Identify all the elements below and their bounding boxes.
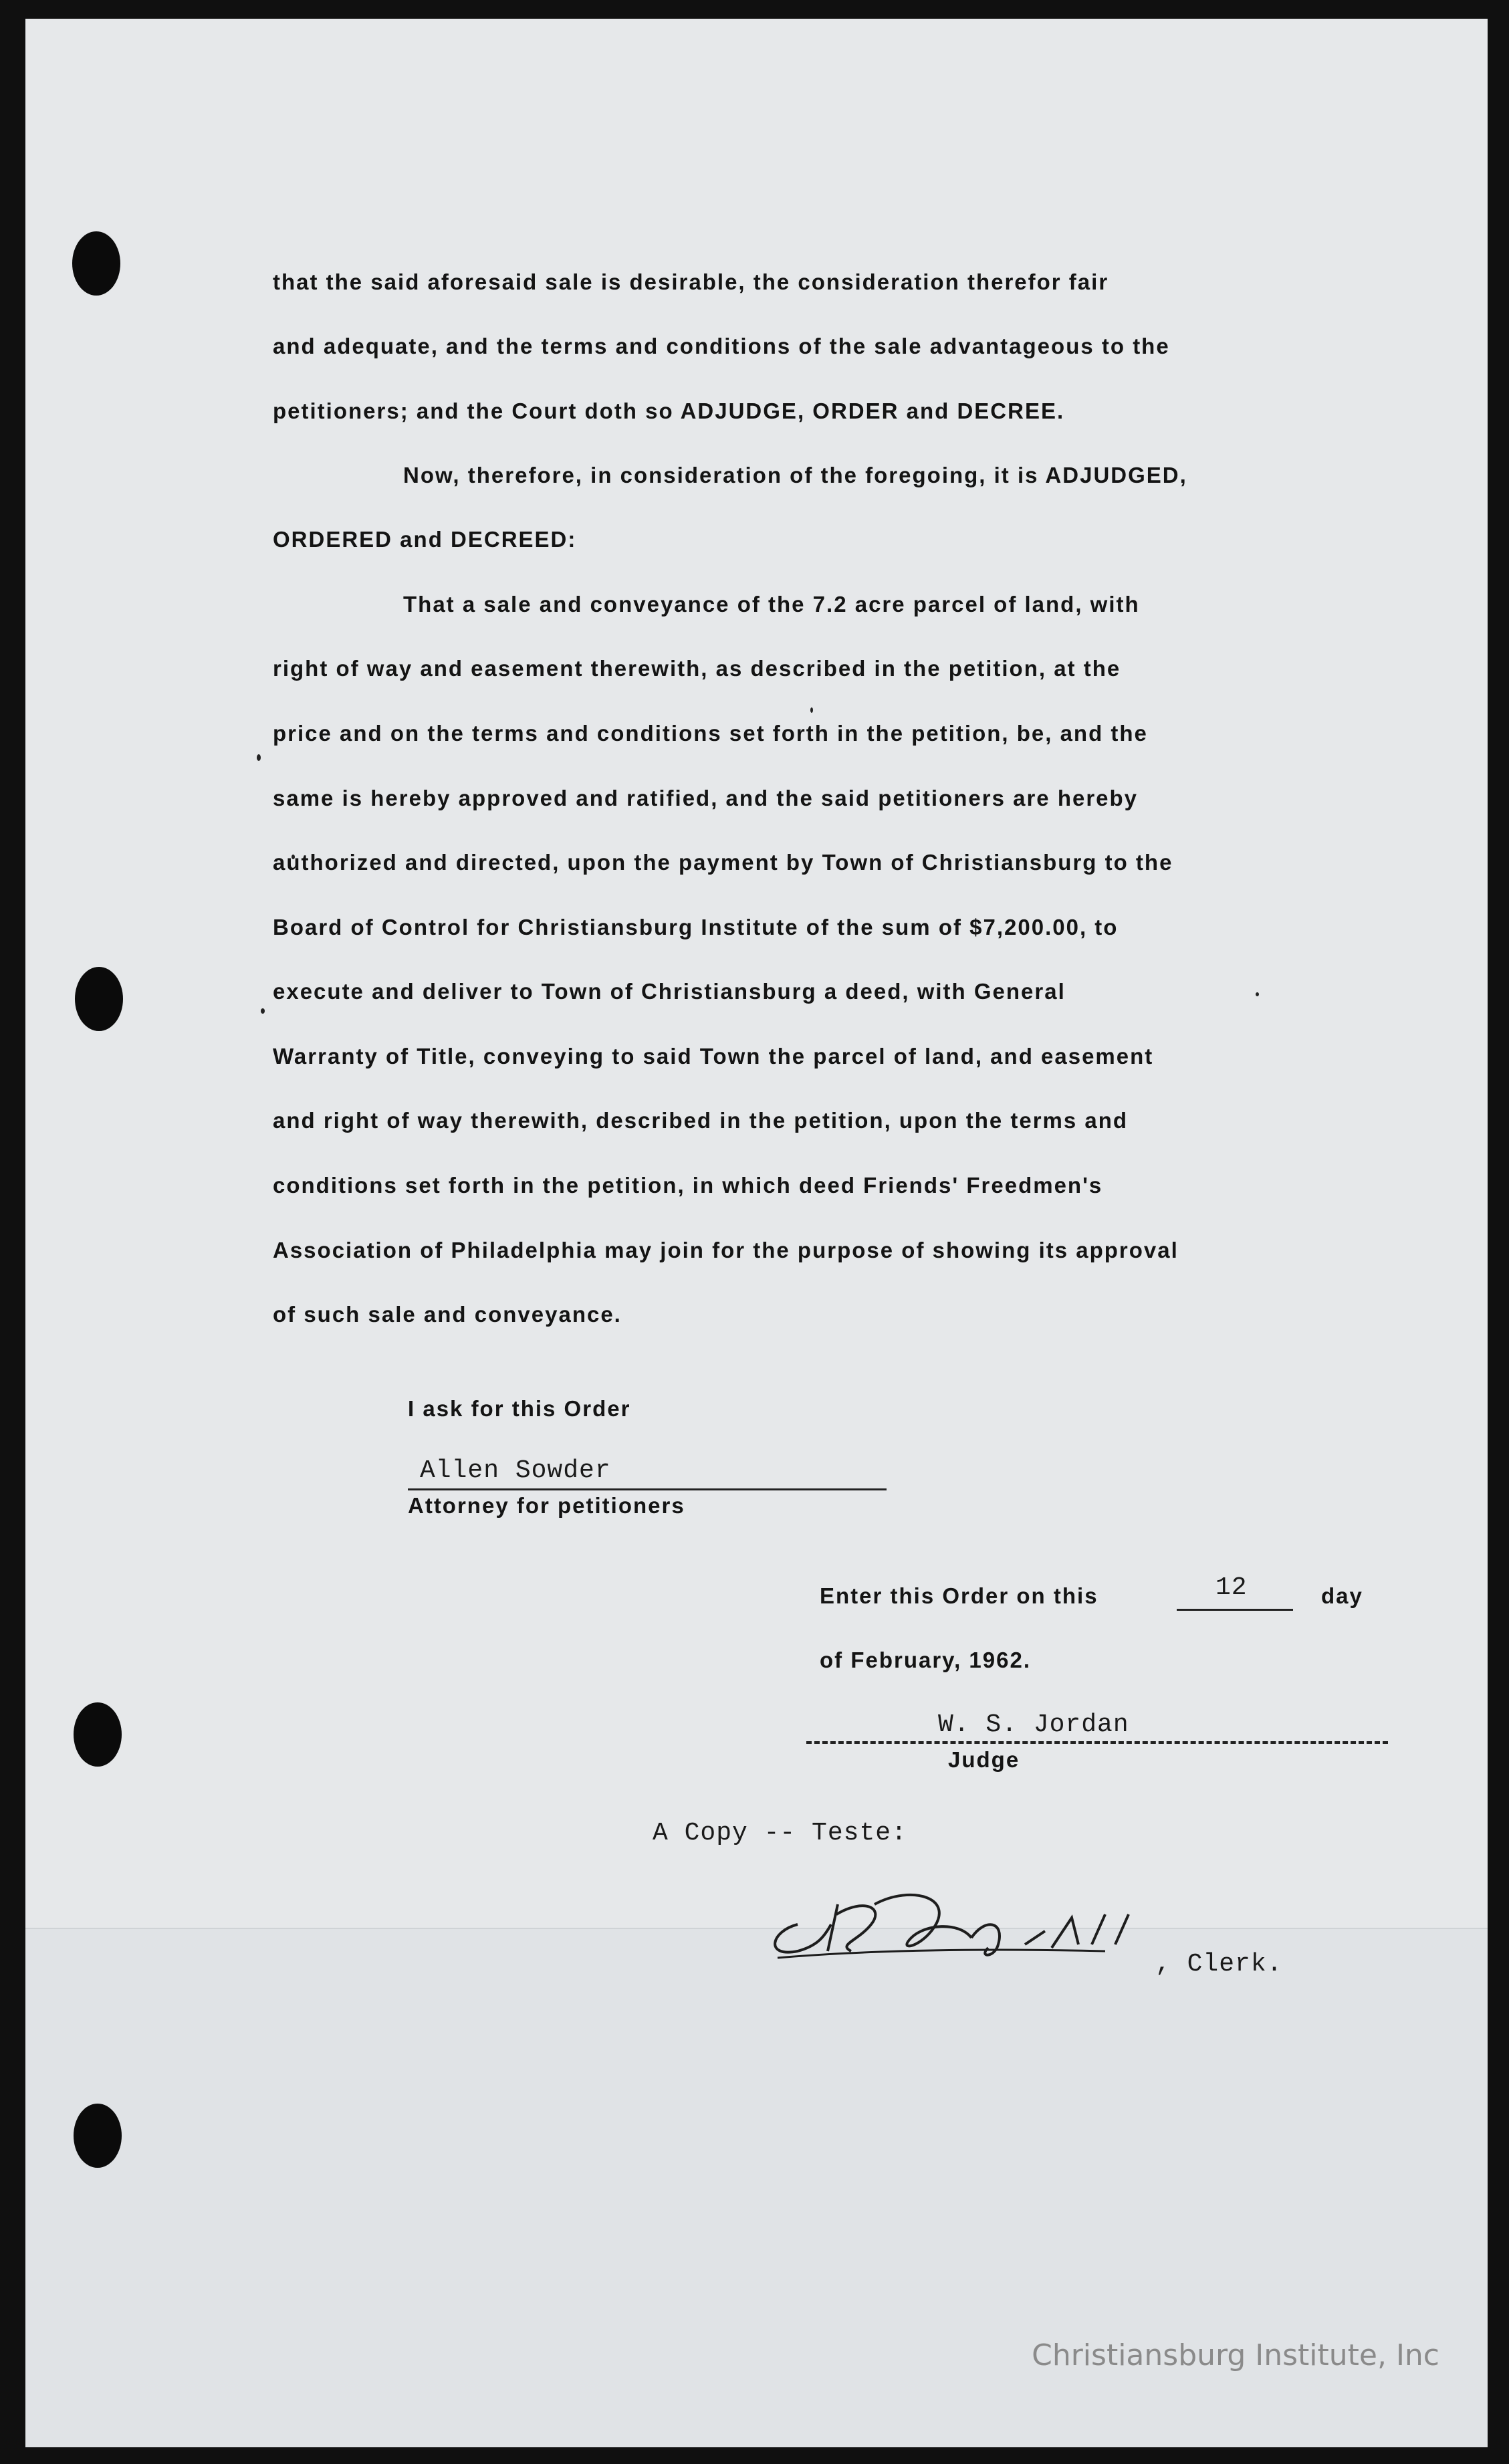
now-therefore-line: Now, therefore, in consideration of the foregoing, it is ADJUDGED,	[403, 463, 1187, 487]
copy-teste: A Copy -- Teste:	[653, 1819, 907, 1847]
decree-line: same is hereby approved and ratified, and the said petitioners are hereby	[273, 786, 1139, 810]
decree-line: conditions set forth in the petition, in which deed Friends' Freedmen's	[273, 1173, 1103, 1198]
decree-line: Warranty of Title, conveying to said Town the parcel of land, and easement	[273, 1044, 1154, 1069]
decree-line: and right of way therewith, described in the petition, upon the terms and	[273, 1108, 1129, 1133]
attorney-signature-line	[408, 1488, 887, 1490]
judge-title: Judge	[948, 1747, 1020, 1772]
decree-line: right of way and easement therewith, as described in the petition, at the	[273, 656, 1121, 681]
paragraph-line: and adequate, and the terms and conditions of the sale advantageous to the	[273, 334, 1170, 358]
decree-line: Board of Control for Christiansburg Institute of the sum of $7,200.00, to	[273, 915, 1119, 939]
judge-name: W. S. Jordan	[938, 1710, 1129, 1739]
clerk-signature	[758, 1858, 1226, 1978]
day-blank-line	[1177, 1609, 1293, 1611]
decree-line: execute and deliver to Town of Christiansburg a deed, with General	[273, 979, 1066, 1004]
attorney-name: Allen Sowder	[420, 1456, 611, 1485]
paragraph-line: petitioners; and the Court doth so ADJUDGE, ORDER and DECREE.	[273, 399, 1065, 423]
document-body	[25, 19, 1488, 2447]
paragraph-line: that the said aforesaid sale is desirable, the consideration therefor fair	[273, 269, 1109, 294]
decree-line: price and on the terms and conditions set forth in the petition, be, and the	[273, 721, 1148, 746]
decree-line: of such sale and conveyance.	[273, 1302, 622, 1327]
ask-order-text: I ask for this Order	[408, 1396, 631, 1421]
clerk-label: , Clerk.	[1155, 1950, 1283, 1979]
decree-line: authorized and directed, upon the payment by Town of Christiansburg to the	[273, 850, 1173, 875]
decree-line: That a sale and conveyance of the 7.2 acre parcel of land, with	[403, 592, 1140, 617]
enter-month-year: of February, 1962.	[820, 1648, 1032, 1672]
enter-day-value: 12	[1215, 1573, 1248, 1602]
watermark: Christiansburg Institute, Inc	[1032, 2338, 1439, 2372]
attorney-title: Attorney for petitioners	[408, 1493, 685, 1518]
enter-day-suffix: day	[1321, 1583, 1363, 1608]
judge-signature-line	[806, 1741, 1388, 1744]
enter-order-text: Enter this Order on this	[820, 1583, 1098, 1608]
document-page	[25, 19, 1488, 2447]
decree-line: Association of Philadelphia may join for the purpose of showing its approval	[273, 1238, 1179, 1262]
now-therefore-line: ORDERED and DECREED:	[273, 527, 577, 552]
